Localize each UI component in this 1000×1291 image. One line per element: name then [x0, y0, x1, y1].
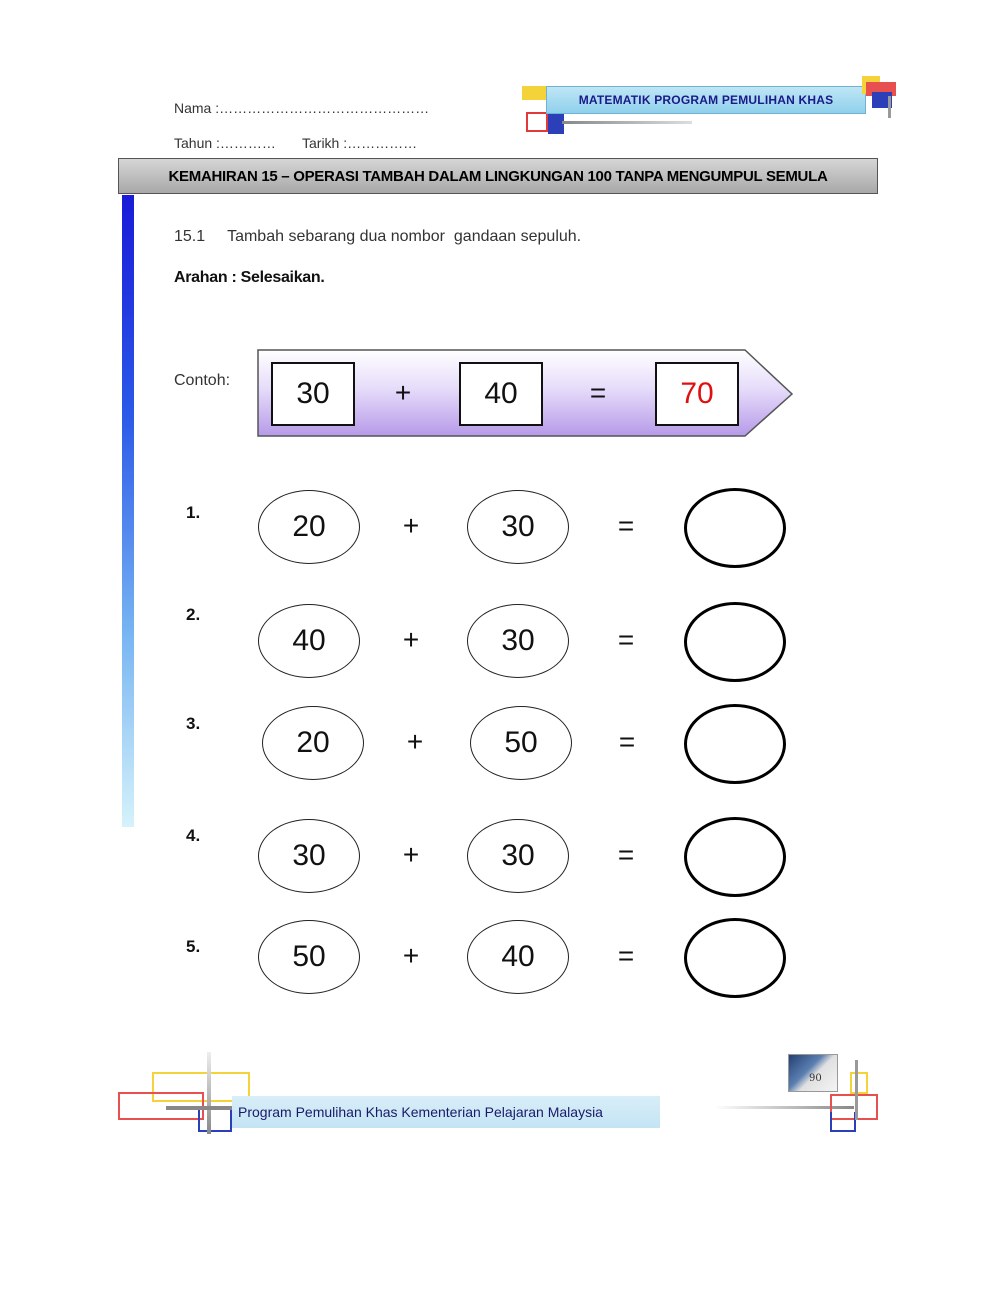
section-subtitle: 15.1 Tambah sebarang dua nombor gandaan sepuluh. — [174, 228, 582, 245]
question-number: 1. — [186, 503, 201, 522]
example-equals-sign: = — [589, 377, 607, 408]
question-addend-a: 30 — [258, 819, 360, 893]
question-addend-b: 30 — [467, 819, 569, 893]
question-plus-sign: + — [402, 839, 420, 870]
footer-deco-blue-right — [830, 1112, 856, 1132]
nama-field: Nama :……………………………………… — [174, 100, 430, 116]
tarikh-field: Tarikh :…………… — [302, 135, 418, 151]
banner-deco-blue — [548, 114, 564, 134]
question-plus-sign: + — [402, 510, 420, 541]
question-addend-a: 20 — [258, 490, 360, 564]
footer-deco-vline-right — [855, 1060, 858, 1120]
question-number: 5. — [186, 937, 201, 956]
example-addend-a: 30 — [271, 362, 355, 426]
question-number: 2. — [186, 605, 201, 624]
skill-title-bar: KEMAHIRAN 15 – OPERASI TAMBAH DALAM LINGKUNGAN 100 TANPA MENGUMPUL SEMULA — [118, 158, 878, 194]
answer-oval[interactable] — [684, 918, 786, 998]
page-number-box — [788, 1054, 838, 1092]
banner-deco-red — [526, 112, 548, 132]
answer-oval[interactable] — [684, 488, 786, 568]
question-equals-sign: = — [617, 940, 635, 971]
example-plus-sign: + — [394, 377, 412, 408]
question-plus-sign: + — [402, 624, 420, 655]
example-label: Contoh: — [174, 372, 231, 389]
tahun-field: Tahun :………… — [174, 135, 276, 151]
banner-deco-yellow — [522, 86, 546, 100]
question-plus-sign: + — [406, 726, 424, 757]
question-number: 3. — [186, 714, 201, 733]
example-result: 70 — [655, 362, 739, 426]
example-addend-b: 40 — [459, 362, 543, 426]
banner-deco-line — [562, 121, 692, 124]
question-equals-sign: = — [618, 726, 636, 757]
left-gradient-strip — [122, 195, 134, 827]
question-addend-a: 20 — [262, 706, 364, 780]
question-addend-b: 30 — [467, 490, 569, 564]
question-equals-sign: = — [617, 510, 635, 541]
question-number: 4. — [186, 826, 201, 845]
question-equals-sign: = — [617, 839, 635, 870]
footer-deco-blue — [198, 1110, 232, 1132]
answer-oval[interactable] — [684, 817, 786, 897]
question-equals-sign: = — [617, 624, 635, 655]
question-addend-a: 40 — [258, 604, 360, 678]
question-addend-a: 50 — [258, 920, 360, 994]
question-addend-b: 40 — [467, 920, 569, 994]
footer-deco-vline — [207, 1052, 211, 1134]
footer-deco-yellow-right — [850, 1072, 868, 1094]
footer-banner: Program Pemulihan Khas Kementerian Pelajaran Malaysia — [232, 1096, 660, 1128]
question-addend-b: 30 — [467, 604, 569, 678]
footer-deco-hline — [166, 1106, 236, 1110]
instruction-text: Arahan : Selesaikan. — [174, 269, 325, 286]
answer-oval[interactable] — [684, 704, 786, 784]
page-number: 90 — [809, 1073, 822, 1084]
banner-deco-vline — [888, 96, 891, 118]
question-addend-b: 50 — [470, 706, 572, 780]
question-plus-sign: + — [402, 940, 420, 971]
answer-oval[interactable] — [684, 602, 786, 682]
program-banner: MATEMATIK PROGRAM PEMULIHAN KHAS — [546, 86, 866, 114]
